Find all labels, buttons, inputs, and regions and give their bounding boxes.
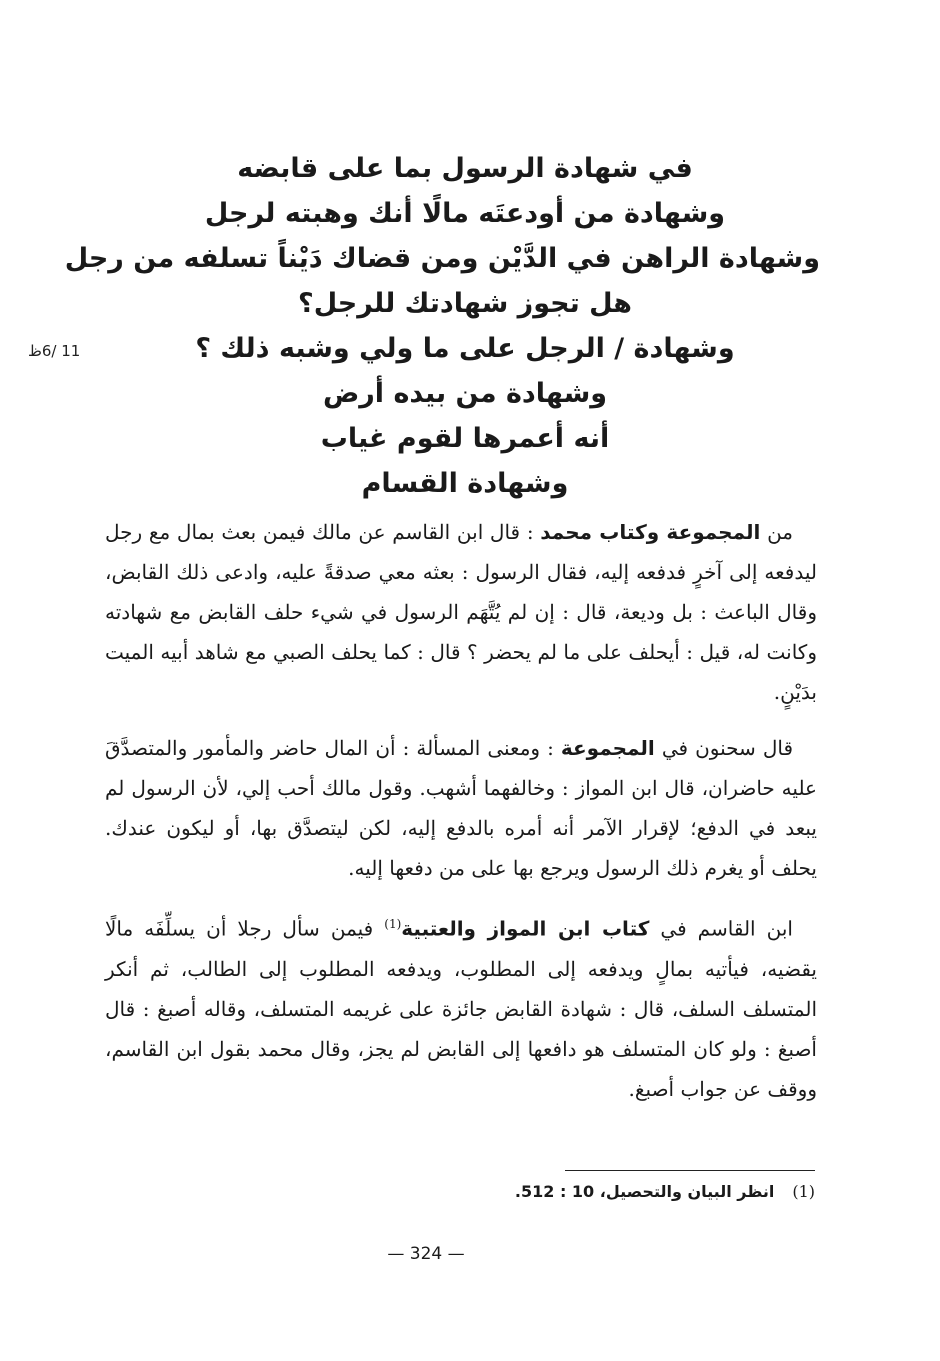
- paragraph-text: فيمن سأل رجلا أن يسلِّفَه مالًا يقضيه، فيأتيه بمالٍ ويدفعه إلى المطلوب، ويدفعه المطلوب إلى الطالب، ثم أنكر المتسلف السلف، قال : شهادة القابض جائزة على غريمه المتسلف، وقاله أصبغ : قال أصبغ : ولو كان المتسلف هو دافعها إلى القابض لم يجز، وقال محمد بقول ابن القاسم، ووقف عن جواب أصبغ.: [105, 916, 818, 1101]
- paragraph-3: [105, 904, 817, 1109]
- chapter-heading: [64, 146, 820, 506]
- paragraph-lead: قال سحنون في: [654, 736, 793, 760]
- paragraph-text: : ومعنى المسألة : أن المال حاضر والمأمور والمتصدَّقَ عليه حاضران، قال ابن المواز : وخالفهما أشهب. وقول مالك أحب إلي، لأن الرسول لم يبعد في الدفع؛ لإقرار الآمر أنه أمره بالدفع إليه، لكن ليتصدَّق بها، أو ليكون عندك. يحلف أو يغرم ذلك الرسول ويرجع بها على من دفعها إليه.: [105, 736, 817, 880]
- margin-folio-note: 11 /6ظ: [28, 342, 81, 360]
- heading-line: في شهادة الرسول بما على قابضه: [237, 153, 693, 184]
- footnote-divider: [565, 1170, 815, 1171]
- footnote: [400, 1178, 815, 1206]
- source-reference: كتاب ابن المواز والعتبية: [401, 916, 650, 941]
- paragraph-text: : قال ابن القاسم عن مالك فيمن بعث بمال مع رجل ليدفعه إلى آخرٍ فدفعه إليه، فقال الرسول : بعثه معي صدقةً عليه، وادعى ذلك القابض، وقال الباعث : بل وديعة، قال : إن لم يُتَّهَم الرسول في شيء حلف القابض مع شهادته وكانت له، قيل : أيحلف على ما لم يحضر ؟ قال : كما يحلف الصبي مع شاهد أبيه الميت بدَيْنٍ.: [105, 520, 817, 704]
- heading-line: هل تجوز شهادتك للرجل؟: [298, 288, 632, 319]
- paragraph-lead: من: [760, 520, 794, 544]
- source-reference: المجموعة: [560, 736, 655, 760]
- heading-line: وشهادة / الرجل على ما ولي وشبه ذلك ؟: [195, 333, 735, 364]
- heading-line: وشهادة القسام: [361, 468, 569, 499]
- heading-line: وشهادة الراهن في الدَّيْن ومن قضاك دَيْناً تسلفه من رجل: [64, 243, 820, 274]
- heading-line: وشهادة من أودعتَه مالًا أنك وهبته لرجل: [204, 198, 726, 229]
- paragraph-2: [105, 728, 817, 888]
- body-text: [105, 512, 817, 1125]
- heading-line: أنه أعمرها لقوم غياب: [320, 423, 610, 454]
- footnote-text: انظر البيان والتحصيل، 10 : 512.: [514, 1182, 775, 1201]
- page-number: — 324 —: [387, 1244, 465, 1264]
- paragraph-1: [105, 512, 817, 712]
- source-reference: المجموعة وكتاب محمد: [540, 520, 761, 544]
- heading-line: وشهادة من بيده أرض: [322, 378, 608, 409]
- footnote-number: (1): [792, 1182, 815, 1201]
- paragraph-lead: ابن القاسم في: [649, 916, 793, 941]
- footnote-marker[interactable]: (1): [384, 917, 402, 931]
